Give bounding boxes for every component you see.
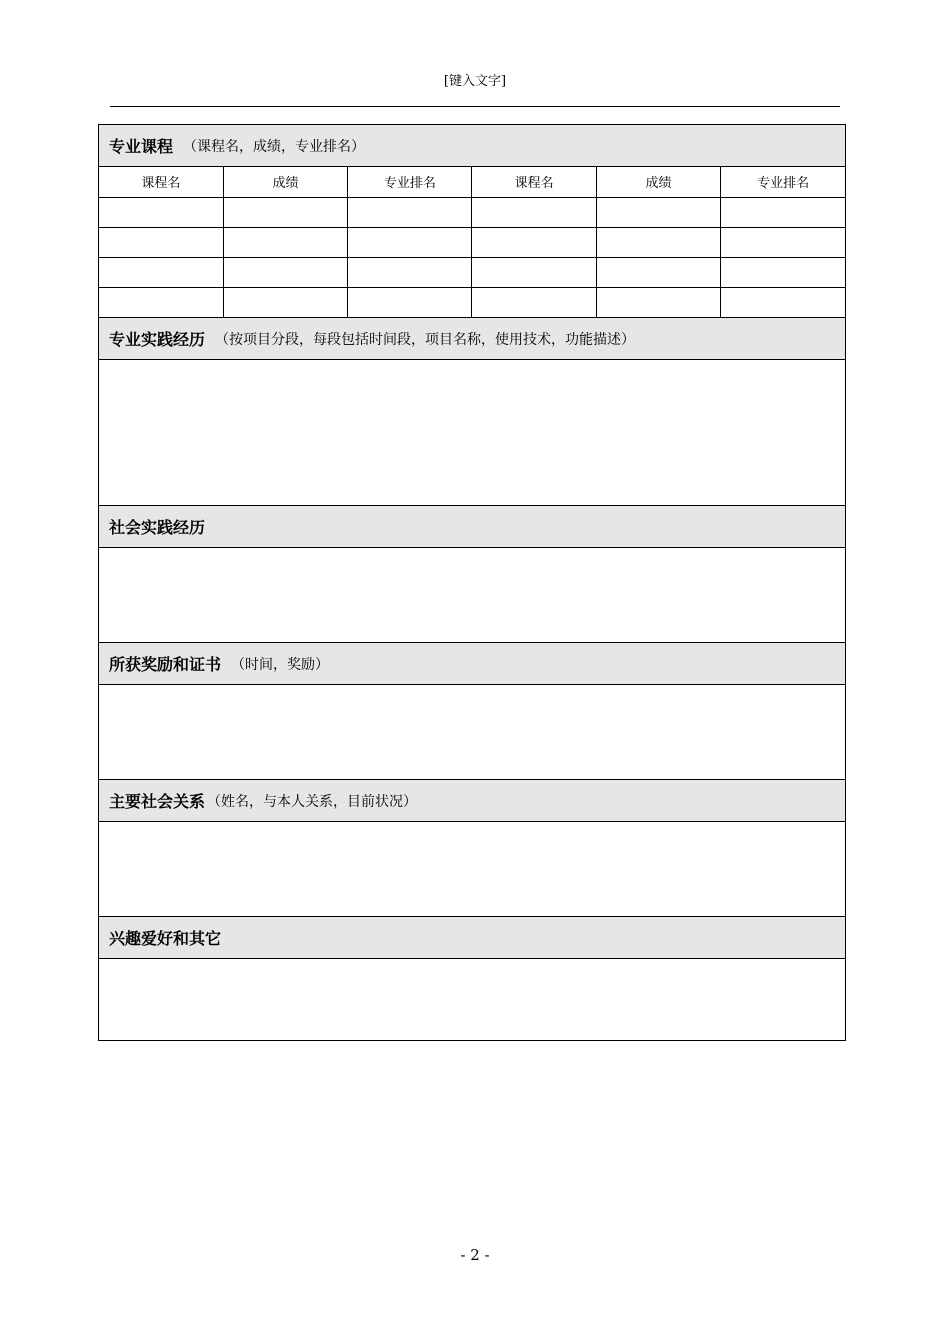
column-header-course-name: 课程名 [99,167,223,197]
column-header-course-name: 课程名 [472,167,596,197]
table-cell[interactable] [223,257,347,287]
table-cell[interactable] [472,287,596,317]
social-content-area[interactable] [99,548,845,643]
table-cell[interactable] [99,227,223,257]
hobbies-section-header [99,917,845,959]
practice-note: （按项目分段，每段包括时间段，项目名称，使用技术，功能描述） [215,331,636,348]
hobbies-content-area[interactable] [99,959,845,1040]
table-row [99,287,845,317]
table-row [99,197,845,227]
page-header-text: [键入文字] [443,74,507,89]
table-cell[interactable] [348,287,472,317]
courses-table [99,167,845,317]
table-cell[interactable] [596,287,720,317]
column-header-rank: 专业排名 [348,167,472,197]
social-section-header [99,506,845,548]
practice-section-header [99,318,845,360]
table-cell[interactable] [223,197,347,227]
table-row [99,257,845,287]
table-cell[interactable] [721,227,845,257]
column-header-grade: 成绩 [223,167,347,197]
table-cell[interactable] [596,227,720,257]
courses-table-header-row [99,167,845,197]
courses-note: （课程名，成绩，专业排名） [183,138,366,155]
header-rule [110,106,840,107]
table-cell[interactable] [348,227,472,257]
awards-title: 所获奖励和证书 [109,655,222,674]
table-cell[interactable] [721,197,845,227]
courses-table-wrapper [99,167,845,318]
column-header-rank: 专业排名 [721,167,845,197]
relations-note: （姓名，与本人关系，目前状况） [207,793,418,810]
table-cell[interactable] [721,287,845,317]
table-cell[interactable] [348,257,472,287]
table-cell[interactable] [348,197,472,227]
practice-content-area[interactable] [99,360,845,506]
table-cell[interactable] [596,257,720,287]
practice-title: 专业实践经历 [109,330,206,349]
table-cell[interactable] [223,287,347,317]
table-cell[interactable] [596,197,720,227]
courses-section-header [99,125,845,167]
table-cell[interactable] [99,197,223,227]
hobbies-title: 兴趣爱好和其它 [109,929,222,948]
table-cell[interactable] [472,257,596,287]
table-cell[interactable] [472,197,596,227]
table-row [99,227,845,257]
table-cell[interactable] [721,257,845,287]
table-cell[interactable] [472,227,596,257]
courses-title: 专业课程 [109,137,174,156]
awards-content-area[interactable] [99,685,845,780]
relations-title: 主要社会关系 [109,792,206,811]
table-cell[interactable] [99,287,223,317]
relations-content-area[interactable] [99,822,845,917]
awards-section-header [99,643,845,685]
column-header-grade: 成绩 [596,167,720,197]
social-title: 社会实践经历 [109,518,206,537]
table-cell[interactable] [99,257,223,287]
page-number: - 2 - [460,1246,490,1264]
awards-note: （时间，奖励） [231,656,330,673]
table-cell[interactable] [223,227,347,257]
relations-section-header [99,780,845,822]
resume-form [98,124,846,1041]
